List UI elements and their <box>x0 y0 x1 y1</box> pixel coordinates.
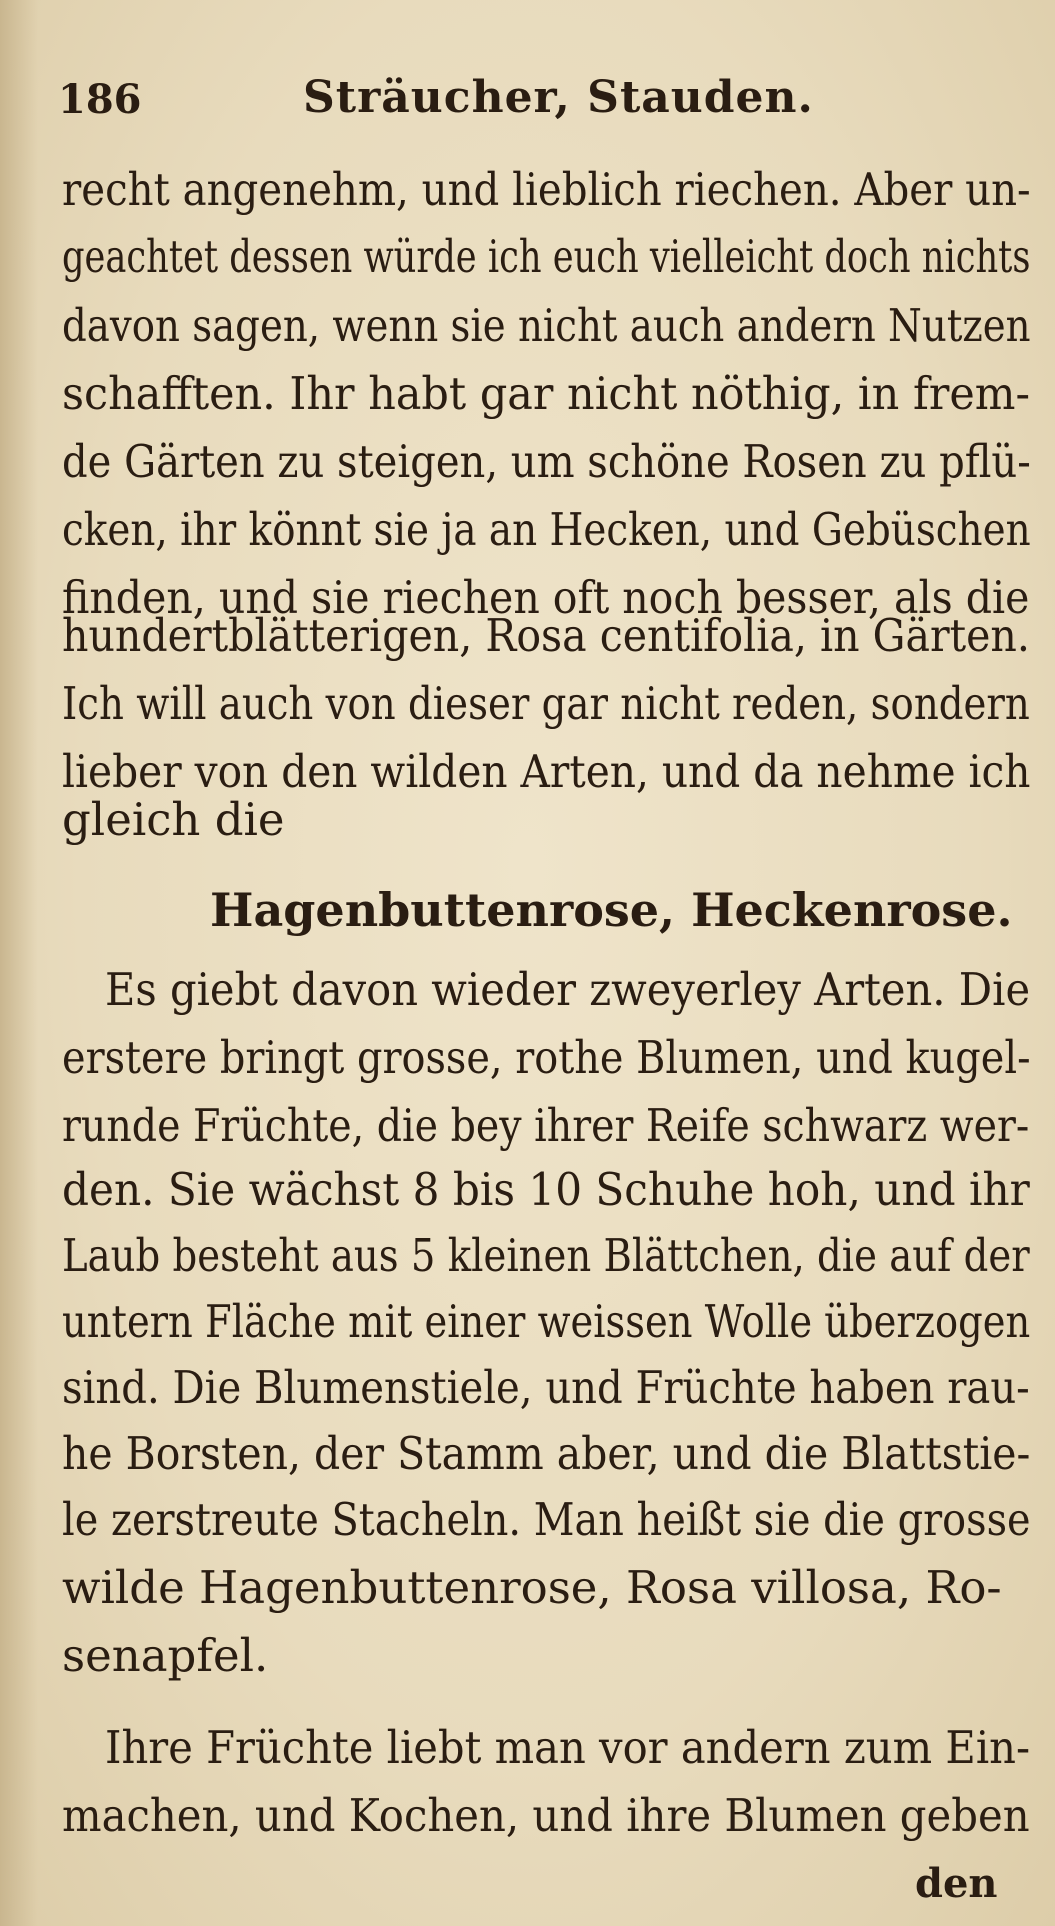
text-line: cken, ihr könnt sie ja an Hecken, und Gebüschen <box>62 503 1031 556</box>
text-line: Laub besteht aus 5 kleinen Blättchen, die auf der <box>62 1229 1030 1282</box>
section-heading: Hagenbuttenrose, Heckenrose. <box>210 883 1013 937</box>
text-line: geachtet dessen würde ich euch vielleicht doch nichts <box>62 230 1031 283</box>
text-line: erstere bringt grosse, rothe Blumen, und kugel- <box>62 1031 1031 1084</box>
text-line: sind. Die Blumenstiele, und Früchte haben rau- <box>62 1361 1030 1414</box>
text-line: he Borsten, der Stamm aber, und die Blattstie- <box>62 1427 1031 1480</box>
text-line: senapfel. <box>62 1629 269 1682</box>
text-line: schafften. Ihr habt gar nicht nöthig, in frem- <box>62 367 1030 420</box>
text-line: hundertblätterigen, Rosa centifolia, in Gärten. <box>62 609 1030 662</box>
running-head <box>58 68 1018 128</box>
text-line: wilde Hagenbuttenrose, Rosa villosa, Ro- <box>62 1561 1002 1614</box>
text-line: recht angenehm, und lieblich riechen. Aber un- <box>62 163 1031 216</box>
text-line: le zerstreute Stacheln. Man heißt sie die grosse <box>62 1493 1031 1546</box>
text-line: de Gärten zu steigen, um schöne Rosen zu pflü- <box>62 435 1031 488</box>
running-title: Sträucher, Stauden. <box>303 72 814 123</box>
text-line: lieber von den wilden Arten, und da nehme ich <box>62 745 1031 798</box>
text-line: machen, und Kochen, und ihre Blumen geben <box>62 1789 1030 1842</box>
text-line: runde Früchte, die bey ihrer Reife schwarz wer- <box>62 1099 1030 1152</box>
text-line: finden, und sie riechen oft noch besser, als die <box>62 571 1030 624</box>
text-line: gleich die <box>62 793 285 846</box>
text-line: Ihre Früchte liebt man vor andern zum Ein- <box>105 1721 1031 1774</box>
text-line: den. Sie wächst 8 bis 10 Schuhe hoh, und ihr <box>62 1163 1030 1216</box>
text-line: untern Fläche mit einer weissen Wolle überzogen <box>62 1295 1031 1348</box>
text-line: davon sagen, wenn sie nicht auch andern Nutzen <box>62 299 1031 352</box>
text-line: Es giebt davon wieder zweyerley Arten. Die <box>105 963 1031 1016</box>
page-number: 186 <box>58 76 142 123</box>
text-line: Ich will auch von dieser gar nicht reden, sondern <box>62 677 1030 730</box>
catchword: den <box>915 1860 998 1907</box>
